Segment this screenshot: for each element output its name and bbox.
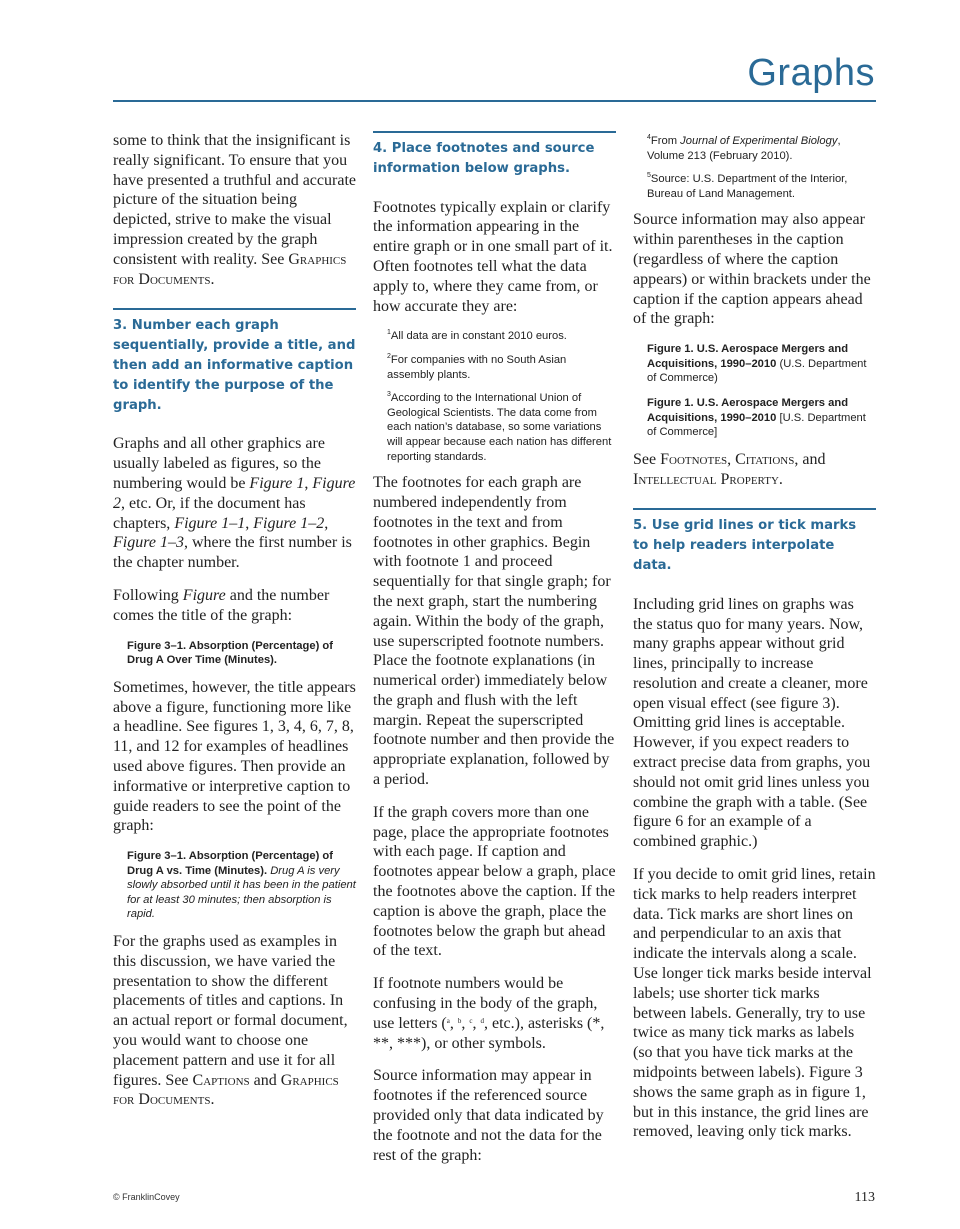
column-2 <box>373 131 616 1178</box>
col2-paragraph-4: If footnote numbers would be confusing in the body of the graph, use letters ($^a$, $^b$, $^c$, $^d$, etc.), asterisks (*, **, ***), or other symbols. <box>373 975 605 1052</box>
col1-paragraph-1: some to think that the insignificant is really significant. To ensure that you have presented a truthful and accurate picture of the situation being depicted, strive to make the visual impression created by the graph consistent with reality. See Graphics for Documents. <box>113 132 356 288</box>
title-rule <box>113 100 876 102</box>
footnote-example-2: $^2$For companies with no South Asian assembly plants. <box>387 352 567 381</box>
col3-paragraph-4: If you decide to omit grid lines, retain tick marks to help readers interpret data. Tick marks are short lines on and perpendicular to an axis that indicate the intervals along a scale. Use longer tick marks beside interval labels; use shorter tick marks between labels. Generally, try to use twice as many tick marks as labels (so that you have tick marks at the midpoints between labels). Figure 3 shows the same graph as in figure 1, but in this instance, the grid lines are removed, leaving only tick marks. <box>633 866 876 1141</box>
col3-paragraph-1: Source information may also appear within parentheses in the caption (regardless of where the caption appears) or within brackets under the caption if the caption appears ahead of the graph: <box>633 211 871 328</box>
figure-title-example-3: Figure 1. U.S. Aerospace Mergers and Acquisitions, 1990–2010 (U.S. Department of Commerce) <box>647 343 867 385</box>
col2-paragraph-1: Footnotes typically explain or clarify the information appearing in the entire graph or in one small part of it. Often footnotes tell what the data apply to, where they came from, or how accurate they are: <box>373 198 613 315</box>
col3-paragraph-2: See Footnotes, Citations, and Intellectual Property. <box>633 450 826 488</box>
figure-title-example-2: Figure 3–1. Absorption (Percentage) of Drug A vs. Time (Minutes). Drug A is very slowly absorbed until it has been in the patient for at least 30 minutes; then absorption is rapid. <box>127 850 356 921</box>
col1-paragraph-3: Following Figure and the number comes the title of the graph: <box>113 586 330 624</box>
footnote-example-3: $^3$According to the International Union of Geological Scientists. The data come from each nation’s database, so some variations will appear because each nation has different reporting standards. <box>387 391 612 463</box>
col2-paragraph-2: The footnotes for each graph are numbered independently from footnotes in the text and from footnotes in other graphics. Begin with footnote 1 and proceed sequentially for that single graph; for the next graph, start the numbering again. Within the body of the graph, use superscripted footnote numbers. Place the footnote explanations (in numerical order) immediately below the graph and flush with the left margin. Repeat the superscripted footnote number and then provide the appropriate explanation, followed by a period. <box>373 474 615 789</box>
figure-title-example-1: Figure 3–1. Absorption (Percentage) of Drug A Over Time (Minutes). <box>127 639 333 667</box>
figure-title-example-4: Figure 1. U.S. Aerospace Mergers and Acquisitions, 1990–2010 [U.S. Department of Commerce] <box>647 396 866 439</box>
section-heading-3: 3. Number each graph sequentially, provide a title, and then add an informative caption to identify the purpose of the graph. <box>113 308 356 415</box>
footer-copyright: © FranklinCovey <box>113 1192 180 1202</box>
col1-paragraph-4: Sometimes, however, the title appears above a figure, functioning more like a headline. See figures 1, 3, 4, 6, 7, 8, 11, and 12 for examples of headlines used above figures. Then provide an informative or interpretive caption to guide readers to see the point of the graph: <box>113 678 356 835</box>
cross-reference: Graphics for Documents <box>113 250 347 288</box>
col2-paragraph-3: If the graph covers more than one page, place the appropriate footnotes with each page. If caption and footnotes appear below a graph, place the footnotes above the caption. If the caption is above the graph, place the footnotes below the graph but ahead of the text. <box>373 803 616 960</box>
column-3 <box>633 131 876 1155</box>
page-title: Graphs <box>747 52 875 94</box>
section-heading-5: 5. Use grid lines or tick marks to help readers interpolate data. <box>633 508 876 575</box>
column-1 <box>113 131 356 1123</box>
col1-paragraph-5: For the graphs used as examples in this discussion, we have varied the presentation to show the different placements of titles and captions. In an actual report or formal document, you would want to choose one placement pattern and use it for all figures. See Captions and Graphics for Documents. <box>113 933 348 1109</box>
page-number: 113 <box>854 1190 875 1205</box>
footnote-example-4: $^4$From Journal of Experimental Biology, Volume 213 (February 2010). <box>647 134 841 162</box>
footnote-example-5: $^5$Source: U.S. Department of the Interior, Bureau of Land Management. <box>647 172 848 200</box>
col2-paragraph-5: Source information may appear in footnotes if the referenced source provided only that data indicated by the footnote and not the data for the rest of the graph: <box>373 1067 604 1164</box>
footnote-example-1: $^1$All data are in constant 2010 euros. <box>387 329 567 343</box>
section-heading-4: 4. Place footnotes and source information below graphs. <box>373 131 616 179</box>
col3-paragraph-3: Including grid lines on graphs was the status quo for many years. Now, many graphs appear without grid lines, principally to increase resolution and create a cleaner, more open visual effect (see figure 3). Omitting grid lines is acceptable. However, if you expect readers to extract precise data from graphs, you should not omit grid lines unless you combine the graph with a table. (See figure 6 for an example of a combined graphic.) <box>633 595 871 851</box>
col1-paragraph-2: Graphs and all other graphics are usually labeled as figures, so the numbering would be Figure 1, Figure 2, etc. Or, if the document has chapters, Figure 1–1, Figure 1–2, Figure 1–3, where the first number is the chapter number. <box>113 435 356 572</box>
